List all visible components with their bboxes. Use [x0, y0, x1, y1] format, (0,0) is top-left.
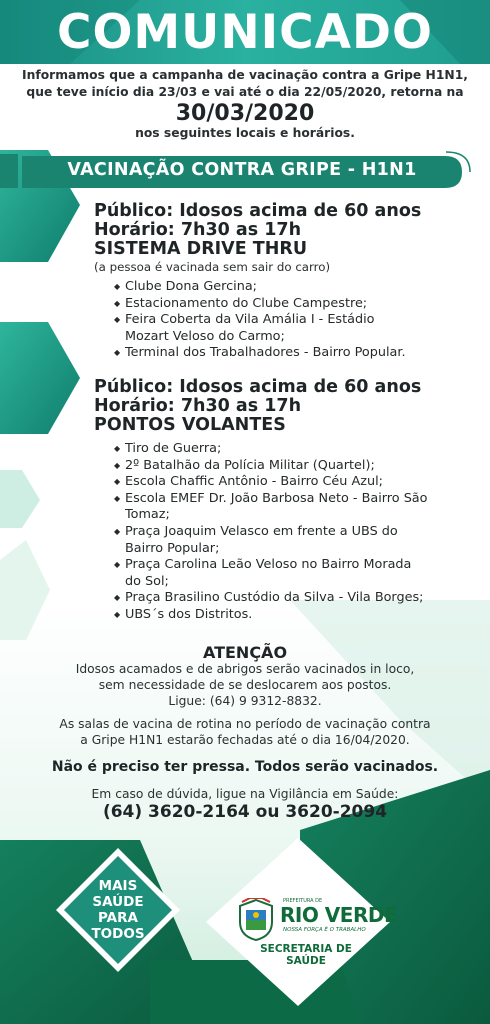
section1-type: SISTEMA DRIVE THRU — [94, 239, 308, 259]
list-item: ◆ Escola EMEF Dr. João Barbosa Neto - Bairro São Tomaz; — [114, 491, 455, 524]
intro-line-2: que teve início dia 23/03 e vai até o dia 22/05/2020, retorna na — [26, 85, 464, 99]
intro-line-1: Informamos que a campanha de vacinação contra a Gripe H1N1, — [22, 68, 468, 82]
logo-slogan: NOSSA FORÇA É O TRABALHO — [283, 927, 366, 933]
attention-line-1: Idosos acamados e de abrigos serão vacinados in loco, — [75, 662, 415, 676]
list-item: ◆ Escola Chaffic Antônio - Bairro Céu Azul; — [114, 474, 484, 491]
badge-line-1: MAIS — [98, 878, 138, 894]
list-item: ◆ Feira Coberta da Vila Amália I - Estádio Mozart Veloso do Carmo; — [114, 312, 415, 345]
section1-publico: Público: Idosos acima de 60 anos — [94, 201, 422, 221]
list-item: ◆ Estacionamento do Clube Campestre; — [114, 296, 474, 313]
city-crest-icon — [236, 898, 276, 942]
page-title: COMUNICADO — [56, 5, 434, 60]
list-item: ◆ Terminal dos Trabalhadores - Bairro Popular. — [114, 345, 474, 362]
list-item: ◆ 2º Batalhão da Polícia Militar (Quartel); — [114, 458, 484, 475]
section1-note: (a pessoa é vacinada sem sair do carro) — [94, 260, 331, 274]
attention-phone: Ligue: (64) 9 9312-8832. — [168, 694, 322, 708]
list-item: ◆ Praça Carolina Leão Veloso no Bairro Morada do Sol; — [114, 557, 415, 590]
list-item: ◆ Tiro de Guerra; — [114, 441, 484, 458]
attention-bold: Não é preciso ter pressa. Todos serão vacinados. — [51, 759, 439, 775]
section2-type: PONTOS VOLANTES — [94, 415, 286, 435]
health-badge — [78, 878, 158, 942]
intro-line-3: nos seguintes locais e horários. — [135, 126, 355, 140]
attention-doubt: Em caso de dúvida, ligue na Vigilância em Saúde: — [91, 787, 399, 801]
badge-line-3: PARA — [98, 910, 138, 926]
logo-small-text: PREFEITURA DE — [283, 898, 323, 904]
section2-location-list — [114, 441, 484, 624]
list-item: ◆ Praça Brasilino Custódio da Silva - Vila Borges; — [114, 590, 484, 607]
attention-line-2: sem necessidade de se deslocarem aos postos. — [98, 678, 392, 692]
logo-department: SECRETARIA DE SAÚDE — [260, 943, 352, 967]
attention-line-4: As salas de vacina de rotina no período de vacinação contra — [59, 717, 431, 731]
attention-line-5: a Gripe H1N1 estarão fechadas até o dia 16/04/2020. — [80, 733, 410, 747]
intro-date: 30/03/2020 — [175, 101, 315, 126]
attention-phones: (64) 3620-2164 ou 3620-2094 — [102, 802, 388, 822]
logo-city: RIO VERDE — [280, 903, 398, 927]
list-item: ◆ Praça Joaquim Velasco em frente a UBS do Bairro Popular; — [114, 524, 435, 557]
list-item: ◆ UBS´s dos Distritos. — [114, 607, 484, 624]
badge-line-2: SAÚDE — [92, 894, 144, 910]
attention-title: ATENÇÃO — [202, 643, 288, 662]
banner-title: VACINAÇÃO CONTRA GRIPE - H1N1 — [67, 160, 417, 180]
section2-horario: Horário: 7h30 as 17h — [94, 396, 302, 416]
section1-horario: Horário: 7h30 as 17h — [94, 220, 302, 240]
badge-line-4: TODOS — [91, 926, 145, 942]
section2-publico: Público: Idosos acima de 60 anos — [94, 377, 422, 397]
section1-location-list — [114, 279, 474, 362]
list-item: ◆ Clube Dona Gercina; — [114, 279, 474, 296]
